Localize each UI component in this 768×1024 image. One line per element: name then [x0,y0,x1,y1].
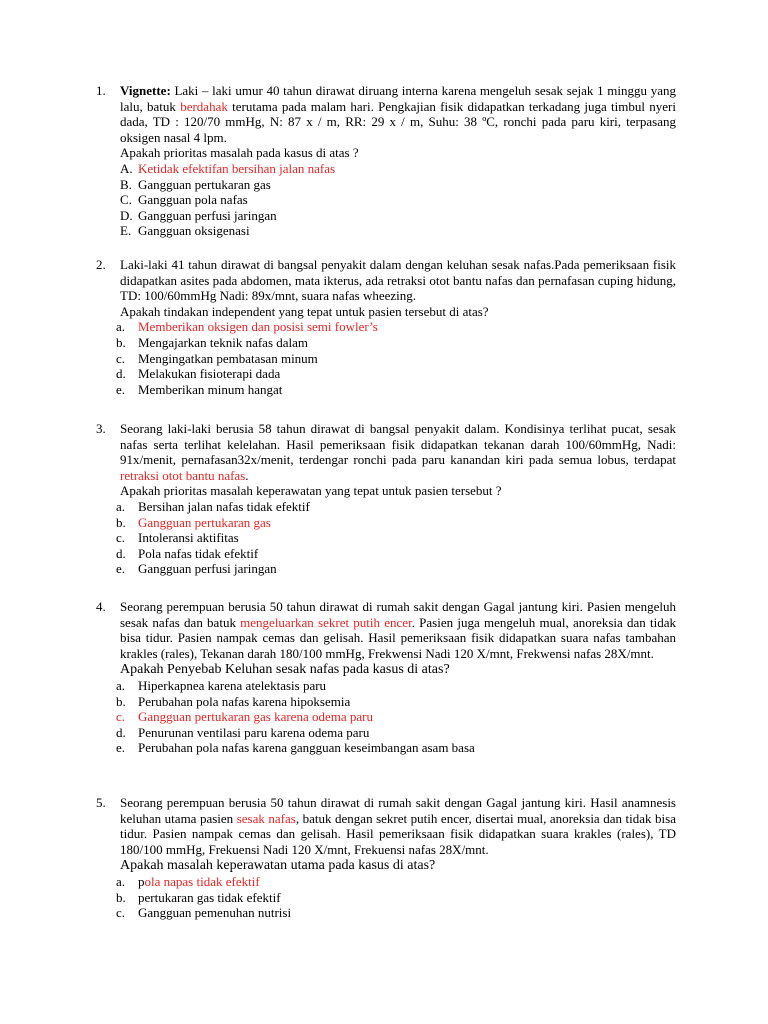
question-stem: Seorang laki-laki berusia 58 tahun dirawat di bangsal penyakit dalam. Kondisinya terlihat pucat, sesak nafas serta terlihat kelelahan. Hasil pemeriksaan fisik didapatkan tekanan darah 100/60mmHg, Nadi: 91x/menit, pernafasan32x/menit, terdengar ronchi pada paru kanandan kiri pada semua lobus, terdapat retraksi otot bantu nafas. [120,421,676,483]
option-c[interactable]: c. Gangguan pertukaran gas karena odema paru [116,709,373,725]
question-5 [96,795,676,921]
question-prompt: Apakah masalah keperawatan utama pada kasus di atas? [120,858,436,874]
question-prompt: Apakah prioritas masalah pada kasus di atas ? [120,145,359,161]
option-text-correct: Gangguan pertukaran gas karena odema paru [138,709,373,725]
option-a[interactable]: a. Memberikan oksigen dan posisi semi fowler’s [116,319,378,335]
question-stem: Laki-laki 41 tahun dirawat di bangsal penyakit dalam dengan keluhan sesak nafas.Pada pemeriksaan fisik didapatkan asites pada abdomen, mata ikterus, ada retraksi otot bantu nafas dan pernafasan cuping hidung, TD: 100/60mmHg Nadi: 89x/mnt, suara nafas wheezing. [120,257,676,304]
vignette-label: Vignette: [120,83,171,98]
option-e[interactable]: E. Gangguan oksigenasi [120,223,250,239]
option-b[interactable]: b. Gangguan pertukaran gas [116,514,271,530]
option-text-correct: Memberikan oksigen dan posisi semi fowler’s [138,319,378,335]
option-text-correct: Gangguan pertukaran gas [138,514,271,530]
option-e[interactable]: e. Perubahan pola nafas karena gangguan keseimbangan asam basa [116,740,475,756]
question-prompt: Apakah prioritas masalah keperawatan yang tepat untuk pasien tersebut ? [120,483,502,499]
option-b[interactable]: b. Perubahan pola nafas karena hipoksemia [116,693,351,709]
question-number: 2. [96,257,106,272]
option-d[interactable]: d. Melakukan fisioterapi dada [116,366,281,382]
question-stem: Vignette: Laki – laki umur 40 tahun dirawat diruang interna karena mengeluh sesak sejak 1 minggu yang lalu, batuk berdahak terutama pada malam hari. Pengkajian fisik didapatkan terkadang juga timbul nyeri dada, TD : 120/70 mmHg, N: 87 x / m, RR: 29 x / m, Suhu: 38 ºC, ronchi pada paru kiri, terpasang oksigen nasal 4 lpm. [120,83,676,145]
option-c[interactable]: C. Gangguan pola nafas [120,192,248,208]
option-text-correct: ola napas tidak efektif [144,873,260,889]
option-a[interactable]: a. Hiperkapnea karena atelektasis paru [116,677,327,693]
question-number: 5. [96,795,106,810]
option-c[interactable]: c. Gangguan pemenuhan nutrisi [116,905,292,921]
option-a[interactable]: A. Ketidak efektifan bersihan jalan nafas [120,160,336,176]
option-b[interactable]: b. Mengajarkan teknik nafas dalam [116,334,309,350]
option-d[interactable]: d. Penurunan ventilasi paru karena odema paru [116,724,370,740]
question-number: 3. [96,421,106,436]
question-4 [96,599,676,756]
option-e[interactable]: e. Memberikan minum hangat [116,381,283,397]
highlighted-text: sesak nafas [236,810,296,826]
question-stem: Seorang perempuan berusia 50 tahun dirawat di rumah sakit dengan Gagal jantung kiri. Pasien mengeluh sesak nafas dan batuk mengeluarkan sekret putih encer. Pasien juga mengeluh mual, anoreksia dan tidak bisa tidur. Pasien nampak cemas dan gelisah. Hasil pemeriksaan fisik didapatkan suara nafas tambahan krakles (rales), Tekanan darah 180/100 mmHg, Frekwensi Nadi 120 X/mnt, Frekwensi nafas 28X/mnt. [120,599,676,661]
option-d[interactable]: d. Pola nafas tidak efektif [116,545,259,561]
option-a[interactable]: a. Bersihan jalan nafas tidak efektif [116,498,310,514]
option-text-correct: Ketidak efektifan bersihan jalan nafas [138,160,336,176]
highlighted-text: mengeluarkan sekret putih encer [240,614,412,630]
question-number: 4. [96,599,106,614]
question-2 [96,257,676,397]
highlighted-text: retraksi otot bantu nafas [120,467,246,483]
option-c[interactable]: c. Intoleransi aktifitas [116,530,239,546]
question-prompt: Apakah tindakan independent yang tepat untuk pasien tersebut di atas? [120,303,489,319]
option-a[interactable]: a. pola napas tidak efektif [116,873,260,889]
option-b[interactable]: B. Gangguan pertukaran gas [120,176,271,192]
option-e[interactable]: e. Gangguan perfusi jaringan [116,561,277,577]
option-b[interactable]: b. pertukaran gas tidak efektif [116,889,281,905]
question-3 [96,421,676,577]
highlighted-text: berdahak [180,98,228,114]
question-stem: Seorang perempuan berusia 50 tahun dirawat di rumah sakit dengan Gagal jantung kiri. Hasil anamnesis keluhan utama pasien sesak nafas, batuk dengan sekret putih encer, disertai mual, anoreksia dan tidak bisa tidur. Pasien nampak cemas dan gelisah. Hasil pemeriksaan fisik didapatkan suara krakles (rales), TD 180/100 mmHg, Frekuensi Nadi 120 X/mnt, Frekuensi nafas 28X/mnt. [120,795,676,857]
option-c[interactable]: c. Mengingatkan pembatasan minum [116,350,318,366]
option-d[interactable]: D. Gangguan perfusi jaringan [120,207,277,223]
question-1 [96,83,676,239]
question-prompt: Apakah Penyebab Keluhan sesak nafas pada kasus di atas? [120,662,450,678]
question-number: 1. [96,83,106,98]
